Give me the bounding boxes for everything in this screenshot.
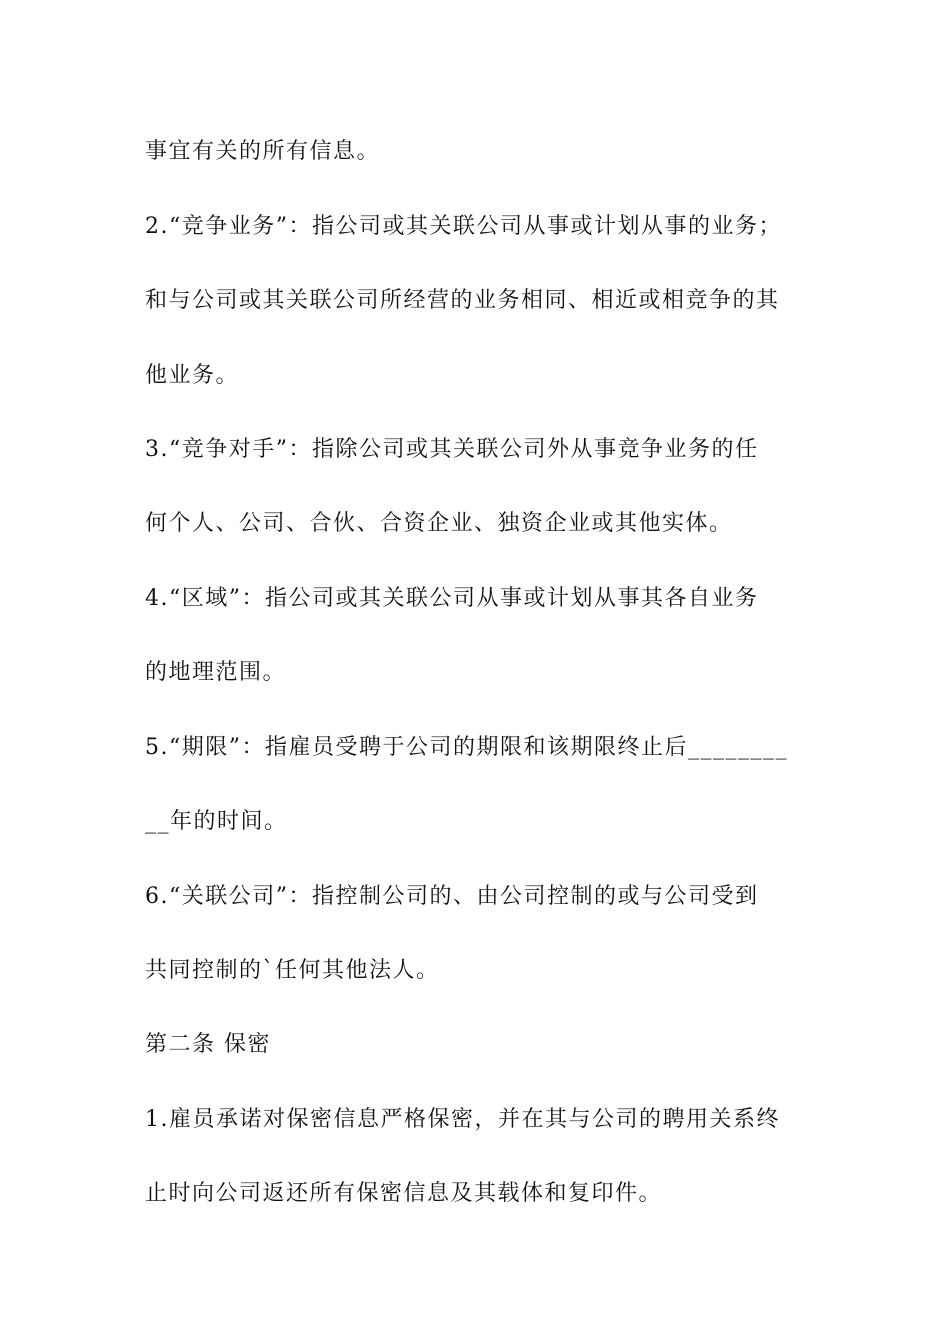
- text-line: 3.“竞争对手”：指除公司或其关联公司外从事竞争业务的任: [145, 437, 759, 462]
- text-line: 6.“关联公司”：指控制公司的、由公司控制的或与公司受到: [145, 884, 759, 909]
- text-line: 的地理范围。: [145, 660, 287, 685]
- text-line: __年的时间。: [145, 809, 288, 834]
- section-heading: 第二条 保密: [145, 1032, 271, 1057]
- text-line: 止时向公司返还所有保密信息及其载体和复印件。: [145, 1181, 663, 1206]
- text-line: 何个人、公司、合伙、合资企业、独资企业或其他实体。: [145, 511, 733, 536]
- text-line: 5.“期限”：指雇员受聘于公司的期限和该期限终止后________: [145, 735, 788, 760]
- text-line: 4.“区域”：指公司或其关联公司从事或计划从事其各自业务: [145, 586, 759, 611]
- text-line: 他业务。: [145, 363, 240, 388]
- text-line: 2.“竞争业务”：指公司或其关联公司从事或计划从事的业务；: [145, 214, 782, 239]
- text-line: 共同控制的`任何其他法人。: [145, 958, 440, 983]
- text-line: 和与公司或其关联公司所经营的业务相同、相近或相竞争的其: [145, 288, 780, 313]
- text-line: 1.雇员承诺对保密信息严格保密，并在其与公司的聘用关系终: [145, 1107, 780, 1132]
- text-line: 事宜有关的所有信息。: [145, 139, 381, 164]
